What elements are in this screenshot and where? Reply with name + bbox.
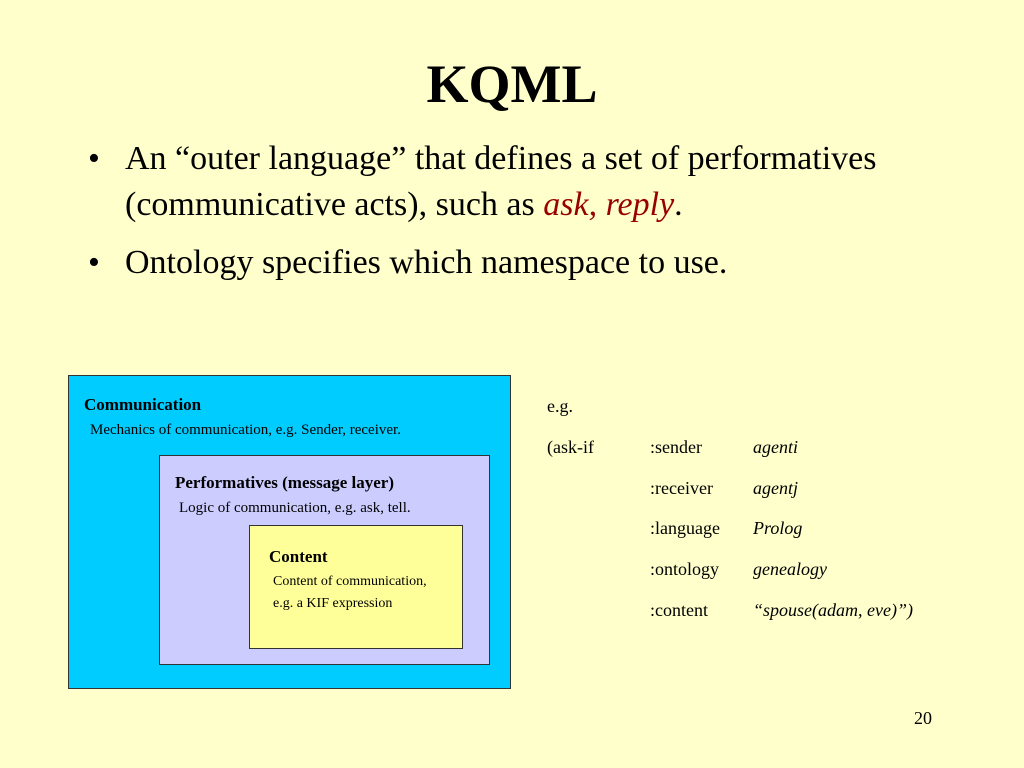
communication-description: Mechanics of communication, e.g. Sender, receiver. [90,422,401,438]
param-value-language: Prolog [753,518,803,538]
bullet-item-outer-language [88,136,968,228]
bullet-list [88,136,968,286]
bullet-text: An “outer language” that defines a set of performatives (communicative acts), such as [125,140,877,223]
bullet-item-ontology [88,240,968,286]
example-call: (ask-if [547,437,594,457]
param-key-receiver: :receiver [650,478,713,498]
param-key-sender: :sender [650,437,702,457]
bullet-dot: • [88,244,100,281]
param-value-content: “spouse(adam, eve)”) [753,600,913,620]
param-value-sender: agenti [753,437,798,457]
content-description-line2: e.g. a KIF expression [273,596,393,611]
slide-title: KQML [426,54,598,114]
param-value-ontology: genealogy [753,559,827,579]
bullet-dot: • [88,140,100,177]
bullet-text-end: . [674,186,683,223]
param-key-ontology: :ontology [650,559,720,579]
bullet-emphasis: ask, reply [543,186,675,223]
example-label: e.g. [547,396,573,416]
performatives-title: Performatives (message layer) [175,473,395,492]
param-value-receiver: agentj [753,478,798,498]
content-title: Content [269,547,328,566]
page-number: 20 [914,708,932,728]
param-key-language: :language [650,518,720,538]
content-description-line1: Content of communication, [273,574,427,589]
communication-title: Communication [84,395,202,414]
param-key-content: :content [650,600,708,620]
performatives-description: Logic of communication, e.g. ask, tell. [179,500,411,516]
bullet-text: Ontology specifies which namespace to use. [125,244,728,281]
